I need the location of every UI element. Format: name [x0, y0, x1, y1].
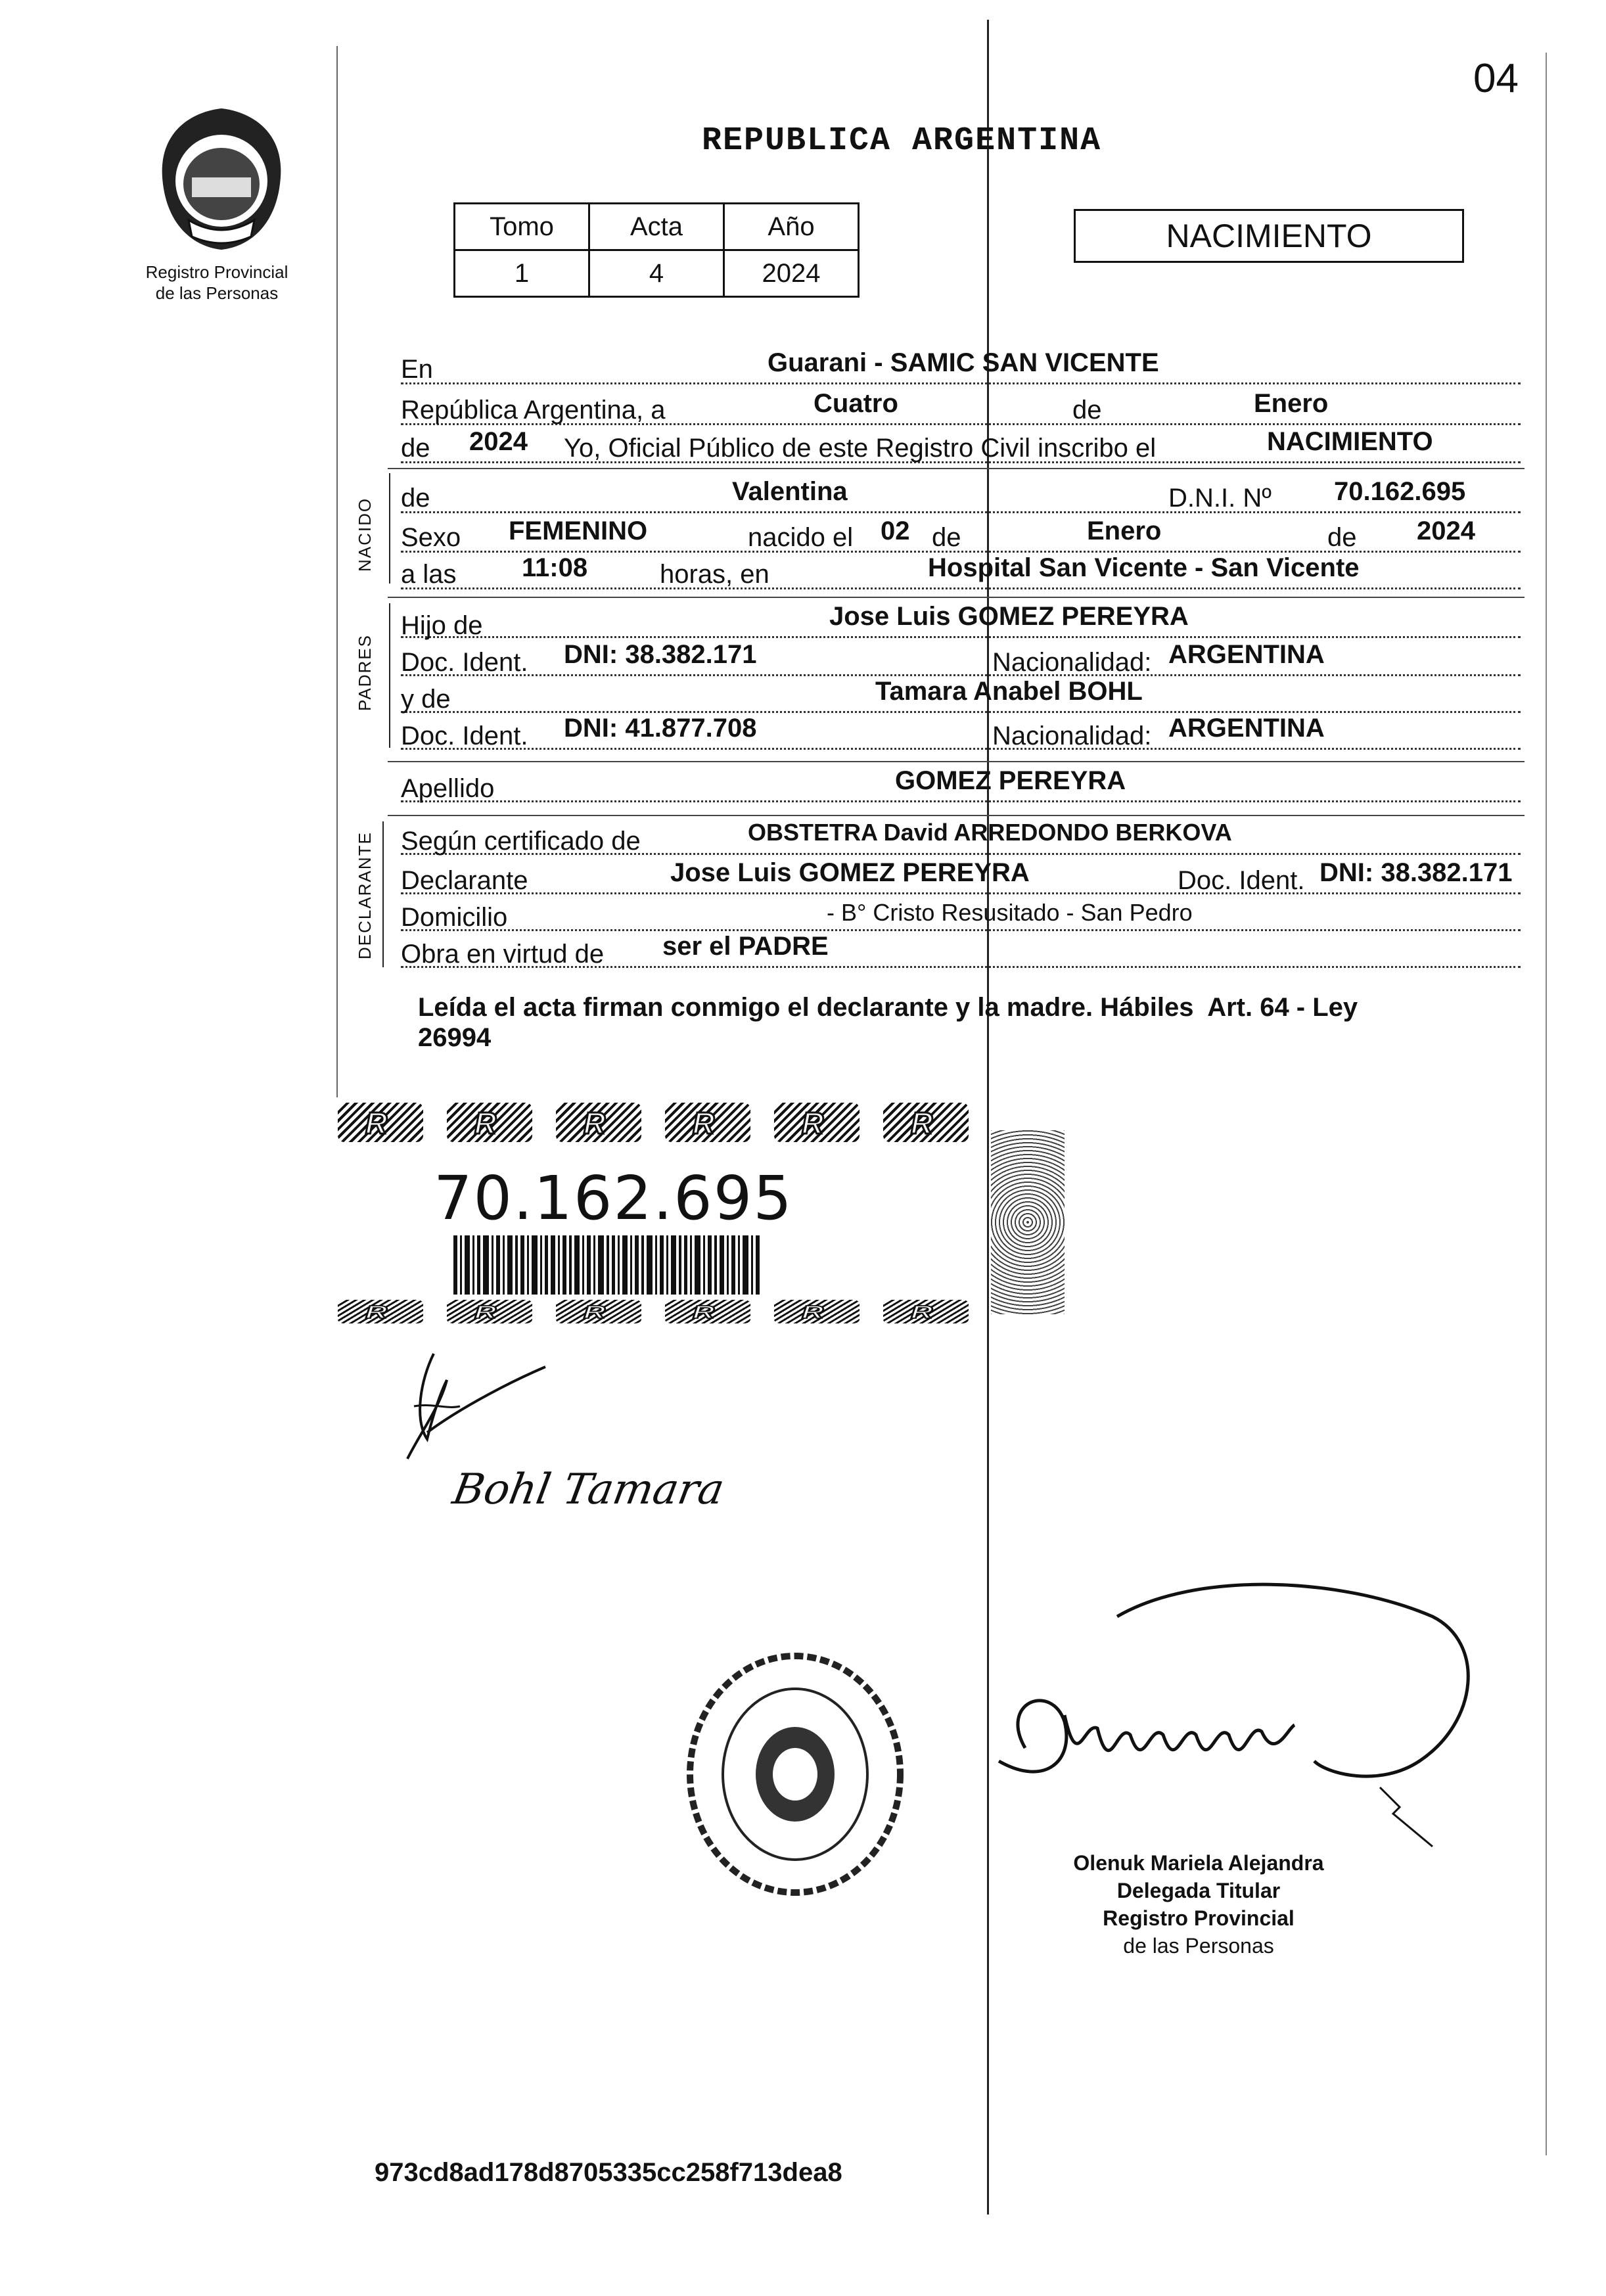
barcode-icon: [453, 1235, 762, 1295]
row-hijo: [401, 602, 1521, 638]
province-seal-icon: [152, 105, 290, 256]
father-doc: DNI: 38.382.171: [564, 640, 757, 669]
birth-month: Enero: [1087, 517, 1162, 545]
year-value: 2024: [469, 427, 528, 456]
row-hora: [401, 553, 1521, 589]
official-office-2: de las Personas: [1123, 1934, 1274, 1958]
republica-label: República Argentina, a: [401, 396, 666, 425]
closing-text: [418, 992, 1358, 1053]
yde-label: y de: [401, 685, 451, 714]
page-number: 04: [1473, 56, 1519, 101]
official-role: Delegada Titular: [1116, 1879, 1281, 1902]
row-segun: [401, 819, 1521, 855]
closing-text-line1: Leída el acta firman conmigo el declarante y la madre. Hábiles Art. 64 - Ley: [418, 993, 1358, 1022]
row-sexo: [401, 517, 1521, 553]
name-value: Valentina: [732, 477, 848, 506]
place-value: Hospital San Vicente - San Vicente: [928, 553, 1360, 582]
de-label-4: de: [932, 523, 961, 552]
section-nacido: NACIDO: [355, 497, 375, 572]
mother-signature: Bohl Tamara: [449, 1465, 728, 1514]
official-stamp: [1061, 1849, 1337, 1960]
value-anio: 2024: [724, 250, 859, 297]
record-table: [453, 202, 860, 298]
record-table-header: [455, 204, 859, 250]
logo-caption-line2: de las Personas: [155, 283, 279, 303]
sexo-value: FEMENINO: [509, 517, 648, 545]
doc-label: Doc. Ident.: [401, 648, 528, 677]
nac-label: Nacionalidad:: [992, 648, 1152, 677]
barcode-number: 70.162.695: [434, 1163, 793, 1233]
header-tomo: Tomo: [455, 204, 589, 250]
obra-label: Obra en virtud de: [401, 940, 605, 969]
record-value: NACIMIENTO: [1267, 427, 1433, 456]
row-father-doc: [401, 640, 1521, 676]
barcode-label: [335, 1091, 933, 1327]
row-name: [401, 477, 1521, 513]
official-text: Yo, Oficial Público de este Registro Civil inscribo el: [564, 434, 1157, 463]
dni-value: 70.162.695: [1334, 477, 1466, 506]
apellido-label: Apellido: [401, 774, 495, 803]
official-name: Olenuk Mariela Alejandra: [1073, 1851, 1324, 1875]
province-logo: [152, 105, 290, 256]
rule-1: [388, 468, 1525, 469]
de-label: de: [1072, 396, 1102, 425]
document-hash: 973cd8ad178d8705335cc258f713dea8: [375, 2158, 842, 2187]
declarante-value: Jose Luis GOMEZ PEREYRA: [670, 858, 1030, 887]
record-type-label: NACIMIENTO: [1166, 218, 1372, 254]
day-value: Cuatro: [814, 389, 898, 418]
segun-label: Según certificado de: [401, 827, 641, 856]
obra-value: ser el PADRE: [662, 932, 829, 961]
rule-4: [388, 815, 1525, 816]
section-divider-nacido: [389, 473, 390, 584]
record-table-values: [455, 250, 859, 297]
header-acta: Acta: [589, 204, 724, 250]
de-label-5: de: [1327, 523, 1357, 552]
birth-day: 02: [881, 517, 910, 545]
section-declarante: DECLARANTE: [355, 831, 375, 959]
nac-label-2: Nacionalidad:: [992, 722, 1152, 750]
record-type-box: [1074, 209, 1464, 263]
declarante-doc: DNI: 38.382.171: [1319, 858, 1513, 887]
row-obra: [401, 932, 1521, 968]
declarante-label: Declarante: [401, 866, 528, 895]
official-office: Registro Provincial: [1103, 1906, 1295, 1930]
alas-label: a las: [401, 560, 457, 589]
document-title: REPUBLICA ARGENTINA: [702, 122, 1102, 160]
row-mother-doc: [401, 714, 1521, 750]
row-apellido: [401, 766, 1521, 802]
row-date: [401, 389, 1521, 425]
father-nat: ARGENTINA: [1168, 640, 1325, 669]
closing-text-line2: 26994: [418, 1023, 492, 1052]
row-mother: [401, 677, 1521, 713]
month-value: Enero: [1254, 389, 1329, 418]
segun-value: OBSTETRA David ARREDONDO BERKOVA: [748, 819, 1232, 846]
doc-label-3: Doc. Ident.: [1178, 866, 1305, 895]
horas-label: horas, en: [660, 560, 769, 589]
section-padres: PADRES: [355, 634, 375, 711]
mother-doc: DNI: 41.877.708: [564, 714, 757, 743]
dni-label: D.N.I. Nº: [1168, 484, 1272, 513]
declarante-signature: [394, 1341, 565, 1465]
birth-year: 2024: [1417, 517, 1475, 545]
domicilio-label: Domicilio: [401, 903, 508, 932]
section-divider-padres: [389, 603, 390, 748]
official-seal: [677, 1643, 913, 1906]
scan-line-right: [1546, 53, 1547, 2155]
barcode-top-marks: R R R R R R: [338, 1103, 992, 1145]
value-tomo: 1: [455, 250, 589, 297]
en-label: En: [401, 355, 433, 384]
row-registro: [401, 427, 1521, 463]
scan-line-left: [336, 46, 338, 1097]
domicilio-value: - B° Cristo Resusitado - San Pedro: [827, 899, 1193, 926]
de-label-3: de: [401, 484, 430, 513]
rule-2: [388, 597, 1525, 598]
logo-caption: [99, 262, 335, 304]
time-value: 11:08: [522, 553, 588, 582]
rule-3: [388, 761, 1525, 762]
mother-value: Tamara Anabel BOHL: [875, 677, 1143, 706]
value-acta: 4: [589, 250, 724, 297]
logo-caption-line1: Registro Provincial: [145, 262, 288, 282]
header-anio: Año: [724, 204, 859, 250]
section-divider-declarante: [382, 821, 384, 967]
doc-label-2: Doc. Ident.: [401, 722, 528, 750]
father-value: Jose Luis GOMEZ PEREYRA: [829, 602, 1189, 631]
apellido-value: GOMEZ PEREYRA: [895, 766, 1126, 795]
row-domicilio: [401, 895, 1521, 931]
nacido-label: nacido el: [748, 523, 854, 552]
de-label-2: de: [401, 434, 430, 463]
row-en: [401, 348, 1521, 384]
row-declarante: [401, 858, 1521, 894]
hijo-label: Hijo de: [401, 611, 483, 640]
en-value: Guarani - SAMIC SAN VICENTE: [768, 348, 1159, 377]
barcode-bottom-marks: R R R R R R: [338, 1300, 992, 1325]
sexo-label: Sexo: [401, 523, 461, 552]
mother-nat: ARGENTINA: [1168, 714, 1325, 743]
official-signature: [920, 1564, 1498, 1879]
security-pattern: [991, 1130, 1065, 1314]
